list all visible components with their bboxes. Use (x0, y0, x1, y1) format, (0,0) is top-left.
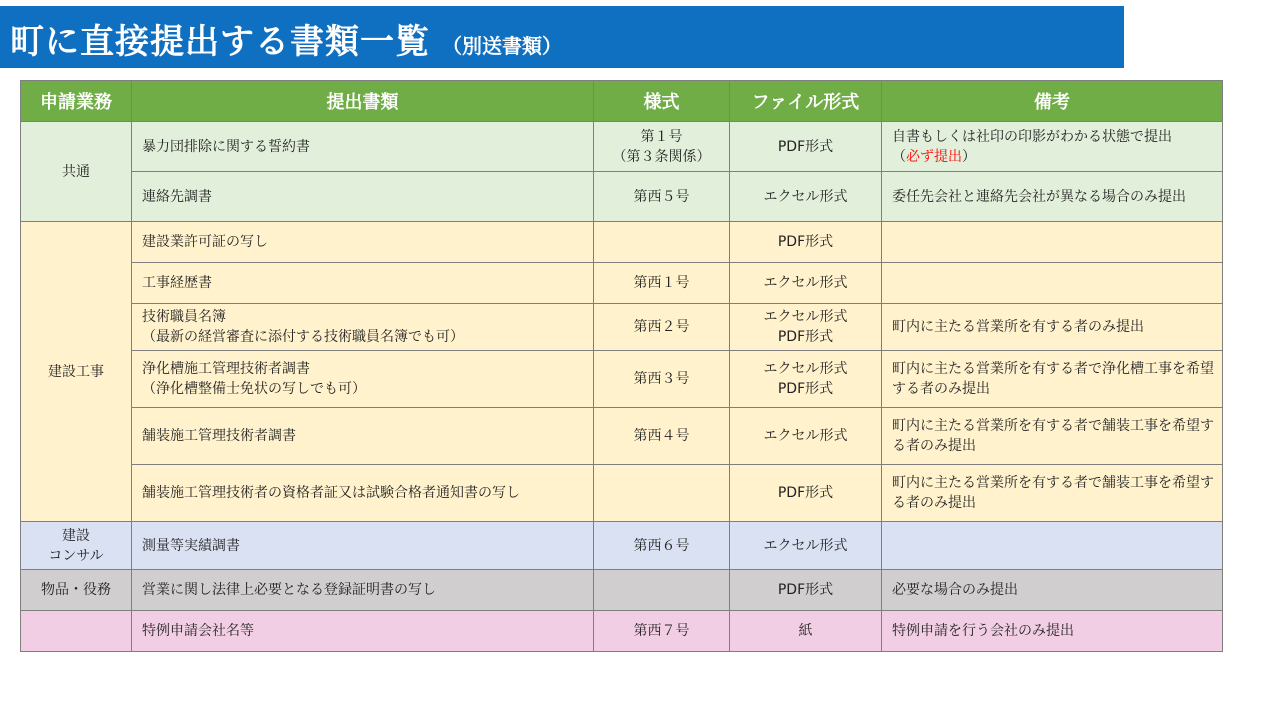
category-cell-tokurei (21, 611, 132, 652)
note-cell: 町内に主たる営業所を有する者で舗装工事を希望する者のみ提出 (882, 408, 1223, 465)
category-cell-kensetsu: 建設工事 (21, 222, 132, 522)
required-note: 必ず提出 (906, 148, 962, 165)
note-cell: 委任先会社と連絡先会社が異なる場合のみ提出 (882, 172, 1223, 222)
header-category: 申請業務 (21, 81, 132, 122)
table-row (21, 351, 1223, 408)
file-type-cell: エクセル形式 (730, 263, 882, 304)
header-notes: 備考 (882, 81, 1223, 122)
file-type-cell: PDF形式 (730, 122, 882, 172)
page-title: 町に直接提出する書類一覧 (10, 22, 430, 62)
note-cell: 町内に主たる営業所を有する者のみ提出 (882, 304, 1223, 351)
header-row (21, 81, 1223, 122)
documents-table (20, 80, 1223, 652)
form-cell: 第西２号 (594, 304, 730, 351)
document-cell: 技術職員名簿 （最新の経営審査に添付する技術職員名簿でも可） (132, 304, 594, 351)
form-cell: 第１号 （第３条関係） (594, 122, 730, 172)
file-type-cell: エクセル形式 PDF形式 (730, 351, 882, 408)
header-document: 提出書類 (132, 81, 594, 122)
table-row (21, 570, 1223, 611)
table-row (21, 611, 1223, 652)
form-cell: 第西６号 (594, 522, 730, 570)
category-cell-buppin: 物品・役務 (21, 570, 132, 611)
note-cell (882, 522, 1223, 570)
table-row (21, 222, 1223, 263)
document-cell: 連絡先調書 (132, 172, 594, 222)
document-cell: 測量等実績調書 (132, 522, 594, 570)
table-row (21, 465, 1223, 522)
form-cell: 第西５号 (594, 172, 730, 222)
note-text-end: ） (962, 148, 976, 165)
note-cell: 町内に主たる営業所を有する者で舗装工事を希望する者のみ提出 (882, 465, 1223, 522)
note-cell (882, 122, 1223, 172)
table-row (21, 122, 1223, 172)
file-type-cell: エクセル形式 PDF形式 (730, 304, 882, 351)
table-row (21, 522, 1223, 570)
form-cell: 第西１号 (594, 263, 730, 304)
file-type-cell: PDF形式 (730, 465, 882, 522)
page-subtitle: （別送書類） (442, 34, 562, 58)
document-cell: 浄化槽施工管理技術者調書 （浄化槽整備士免状の写しでも可） (132, 351, 594, 408)
file-type-cell: エクセル形式 (730, 172, 882, 222)
note-cell: 特例申請を行う会社のみ提出 (882, 611, 1223, 652)
form-cell: 第西４号 (594, 408, 730, 465)
form-cell (594, 465, 730, 522)
file-type-cell: エクセル形式 (730, 408, 882, 465)
table-row (21, 263, 1223, 304)
document-cell: 工事経歴書 (132, 263, 594, 304)
document-cell: 特例申請会社名等 (132, 611, 594, 652)
document-cell: 営業に関し法律上必要となる登録証明書の写し (132, 570, 594, 611)
file-type-cell: エクセル形式 (730, 522, 882, 570)
document-cell: 舗装施工管理技術者の資格者証又は試験合格者通知書の写し (132, 465, 594, 522)
note-cell: 必要な場合のみ提出 (882, 570, 1223, 611)
table-row (21, 408, 1223, 465)
file-type-cell: PDF形式 (730, 570, 882, 611)
note-text: 自書もしくは社印の印影がわかる状態で提出 （ (892, 128, 1172, 165)
document-cell: 建設業許可証の写し (132, 222, 594, 263)
header-form: 様式 (594, 81, 730, 122)
form-cell (594, 570, 730, 611)
document-cell: 舗装施工管理技術者調書 (132, 408, 594, 465)
note-cell (882, 222, 1223, 263)
category-cell-common: 共通 (21, 122, 132, 222)
table-row (21, 172, 1223, 222)
file-type-cell: PDF形式 (730, 222, 882, 263)
note-cell (882, 263, 1223, 304)
header-file-type: ファイル形式 (730, 81, 882, 122)
table-row (21, 304, 1223, 351)
form-cell: 第西３号 (594, 351, 730, 408)
note-cell: 町内に主たる営業所を有する者で浄化槽工事を希望する者のみ提出 (882, 351, 1223, 408)
title-bar (0, 6, 1124, 68)
document-cell: 暴力団排除に関する誓約書 (132, 122, 594, 172)
file-type-cell: 紙 (730, 611, 882, 652)
form-cell (594, 222, 730, 263)
category-cell-consul: 建設 コンサル (21, 522, 132, 570)
form-cell: 第西７号 (594, 611, 730, 652)
